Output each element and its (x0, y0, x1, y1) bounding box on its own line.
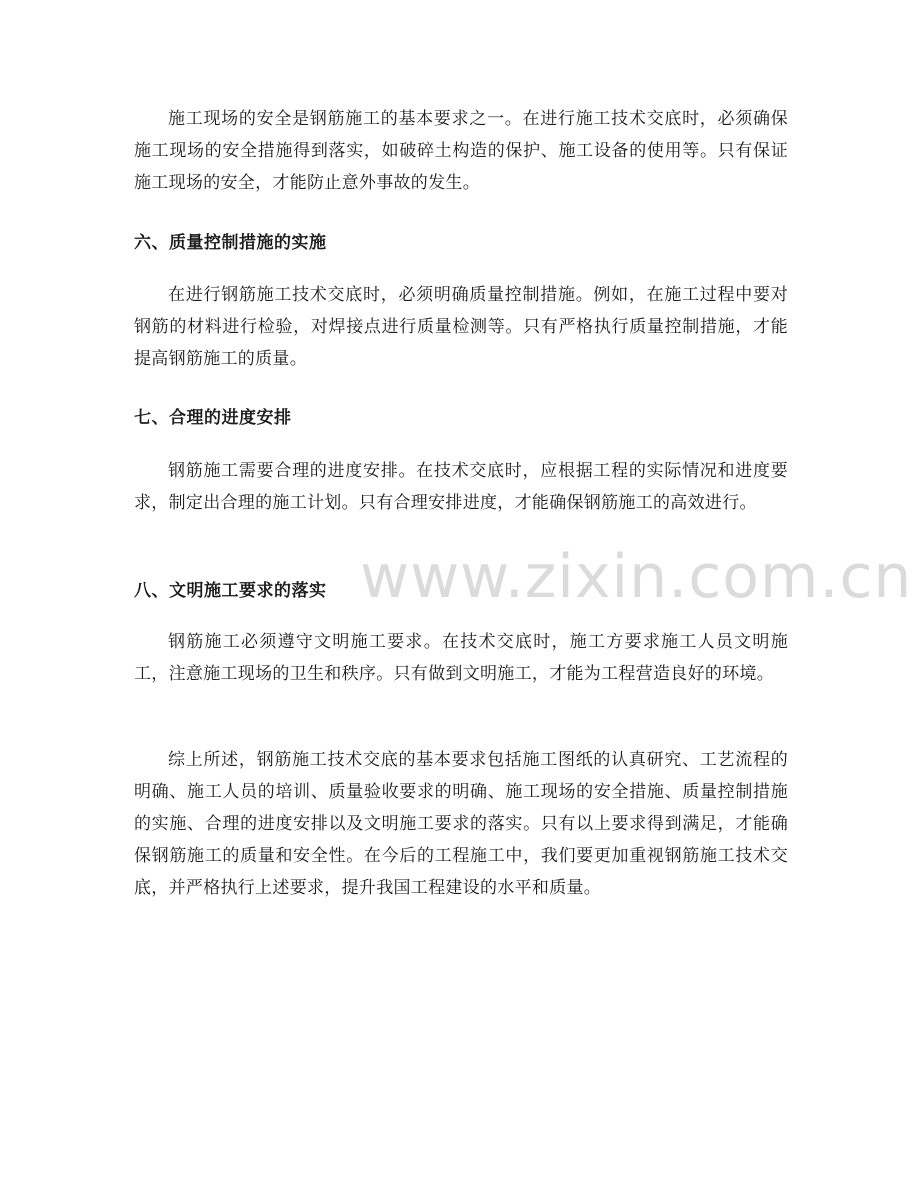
watermark-text: www.zixin.com.cn (360, 542, 913, 612)
paragraph-quality-control: 在进行钢筋施工技术交底时，必须明确质量控制措施。例如，在施工过程中要对钢筋的材料进行检验，对焊接点进行质量检测等。只有严格执行质量控制措施，才能提高钢筋施工的质量。 (134, 285, 788, 369)
heading-schedule: 七、合理的进度安排 (134, 408, 292, 428)
paragraph-site-safety: 施工现场的安全是钢筋施工的基本要求之一。在进行施工技术交底时，必须确保施工现场的安全措施得到落实，如破碎土构造的保护、施工设备的使用等。只有保证施工现场的安全，才能防止意外事故的发生。 (134, 109, 788, 193)
heading-civilized-construction: 八、文明施工要求的落实 (134, 581, 327, 601)
heading-quality-control: 六、质量控制措施的实施 (134, 233, 327, 253)
paragraph-civilized-construction: 钢筋施工必须遵守文明施工要求。在技术交底时，施工方要求施工人员文明施工，注意施工现场的卫生和秩序。只有做到文明施工，才能为工程营造良好的环境。 (134, 632, 788, 684)
paragraph-summary: 综上所述，钢筋施工技术交底的基本要求包括施工图纸的认真研究、工艺流程的明确、施工人员的培训、质量验收要求的明确、施工现场的安全措施、质量控制措施的实施、合理的进度安排以及文明施工要求的落实。只有以上要求得到满足，才能确保钢筋施工的质量和安全性。在今后的工程施工中，我们要更加重视钢筋施工技术交底，并严格执行上述要求，提升我国工程建设的水平和质量。 (134, 750, 788, 898)
paragraph-schedule: 钢筋施工需要合理的进度安排。在技术交底时，应根据工程的实际情况和进度要求，制定出合理的施工计划。只有合理安排进度，才能确保钢筋施工的高效进行。 (134, 461, 788, 513)
